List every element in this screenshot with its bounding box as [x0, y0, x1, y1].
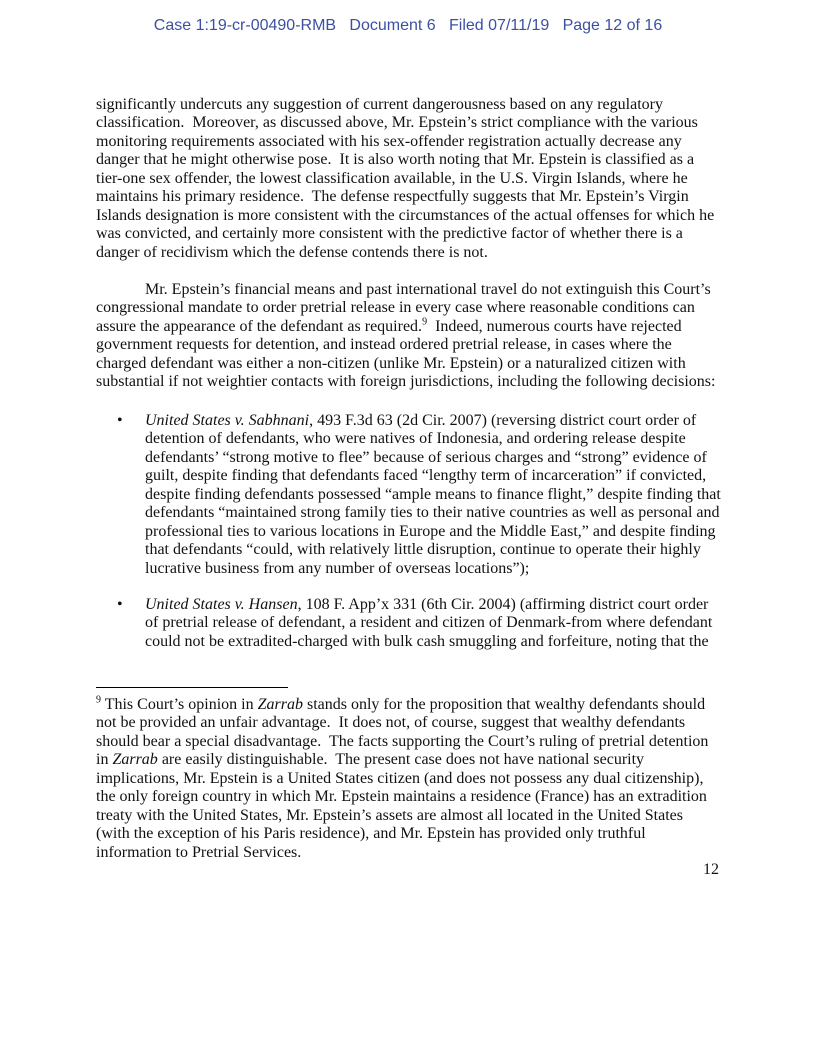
text-line: [145, 504, 745, 522]
text-segment: (with the exception of his Paris residence), and Mr. Epstein has provided only truthful: [96, 825, 646, 843]
text-segment: stands only for the proposition that wealthy defendants should: [302, 696, 706, 713]
text-segment: despite finding defendants possessed “ample means to finance flight,” despite finding that: [145, 485, 721, 503]
text-line: [96, 318, 736, 336]
text-line: danger of recidivism which the defense contends there is not.: [96, 243, 488, 261]
text-line: [145, 633, 745, 651]
text-line: [145, 560, 745, 578]
text-line: [96, 336, 736, 354]
text-segment: assure the appearance of the defendant as required.: [96, 317, 423, 335]
text-line: [145, 430, 745, 448]
text-line: was convicted, and certainly more consistent with the predictive factor of whether there is a: [96, 225, 683, 243]
text-line: tier-one sex offender, the lowest classification available, in the U.S. Virgin Islands, where he: [96, 169, 688, 187]
text-segment: lucrative business from any number of overseas locations”);: [145, 559, 530, 577]
case-header: Case 1:19-cr-00490-RMB Document 6 Filed 07/11/19 Page 12 of 16: [153, 17, 663, 34]
footnote-marker: 9: [96, 694, 101, 706]
text-line: [145, 486, 745, 504]
text-segment: substantial if not weightier contacts with foreign jurisdictions, including the following decisions:: [96, 373, 716, 391]
text-segment: defendants’ “strong motive to flee” because of serious charges and “strong” evidence of: [145, 448, 707, 466]
footnote-9: [96, 696, 736, 862]
text-segment: detention of defendants, who were natives of Indonesia, and ordering release despite: [145, 430, 686, 448]
text-segment: government requests for detention, and instead ordered pretrial release, in cases where the: [96, 336, 672, 354]
text-line: danger that he might otherwise pose. It is also worth noting that Mr. Epstein is classified as a: [96, 151, 695, 169]
bullet-1-symbol: •: [117, 412, 123, 429]
text-line: Islands designation is more consistent with the circumstances of the actual offenses for which he: [96, 206, 715, 224]
case-name: United States v. Sabhnani: [145, 412, 310, 429]
text-segment: could not be extradited-charged with bulk cash smuggling and forfeiture, noting that the: [145, 632, 709, 650]
text-segment: professional ties to various locations in Europe and the Middle East,” and despite finding: [145, 522, 716, 540]
case-name: Zarrab: [112, 751, 158, 769]
paragraph-1: [96, 96, 736, 262]
text-segment: defendants “maintained strong family ties to their native countries as well as personal and: [145, 504, 720, 522]
text-line: [145, 541, 745, 559]
text-segment: implications, Mr. Epstein is a United States citizen (and does not possess any dual citizenship),: [96, 769, 704, 787]
text-line: [96, 696, 736, 714]
text-line: [96, 714, 736, 732]
case-name: United States v. Hansen: [145, 596, 298, 613]
text-segment: information to Pretrial Services.: [96, 843, 302, 861]
text-line: [145, 614, 745, 632]
text-segment: Indeed, numerous courts have rejected: [427, 317, 682, 335]
bullet-2-text: [145, 596, 745, 651]
text-segment: Mr. Epstein’s financial means and past international travel do not extinguish this Court’s: [145, 281, 711, 298]
text-line: [145, 523, 745, 541]
case-name: Zarrab: [257, 696, 303, 713]
text-segment: in: [96, 751, 113, 769]
text-line: [96, 770, 736, 788]
text-line: [145, 467, 745, 485]
text-segment: treaty with the United States, Mr. Epstein’s assets are almost all located in the United States: [96, 806, 683, 824]
text-segment: This Court’s opinion in: [101, 696, 258, 713]
text-segment: of pretrial release of defendant, a resident and citizen of Denmark-from where defendant: [145, 614, 713, 632]
text-line: [96, 281, 736, 299]
text-line: [96, 299, 736, 317]
text-line: [96, 355, 736, 373]
text-line: [145, 596, 745, 614]
text-line: classification. Moreover, as discussed above, Mr. Epstein’s strict compliance with the various: [96, 114, 698, 132]
text-segment: are easily distinguishable. The present case does not have national security: [157, 751, 645, 769]
footnote-divider: [96, 687, 288, 688]
text-line: [145, 412, 745, 430]
text-segment: the only foreign country in which Mr. Epstein maintains a residence (France) has an extradition: [96, 788, 707, 806]
text-line: [145, 449, 745, 467]
text-segment: should bear a special disadvantage. The facts supporting the Court’s ruling of pretrial detention: [96, 732, 709, 750]
paragraph-2: [96, 281, 736, 392]
text-line: maintains his primary residence. The defense respectfully suggests that Mr. Epstein’s Virgin: [96, 188, 689, 206]
text-line: [96, 788, 736, 806]
text-line: [96, 825, 736, 843]
text-line: significantly undercuts any suggestion of current dangerousness based on any regulatory: [96, 96, 663, 113]
text-segment: congressional mandate to order pretrial release in every case where reasonable conditions can: [96, 299, 695, 317]
footnote-marker: 9: [422, 316, 428, 328]
text-segment: that defendants “could, with relatively little disruption, continue to operate their highly: [145, 541, 701, 559]
text-line: [96, 807, 736, 825]
text-line: [96, 751, 736, 769]
bullet-1-text: [145, 412, 745, 578]
text-line: [96, 373, 736, 391]
bullet-2-symbol: •: [117, 596, 123, 613]
text-segment: , 493 F.3d 63 (2d Cir. 2007) (reversing district court order of: [309, 412, 697, 429]
text-segment: , 108 F. App’x 331 (6th Cir. 2004) (affirming district court order: [297, 596, 709, 613]
text-segment: guilt, despite finding that defendants faced “lengthy term of incarceration” if convicted,: [145, 467, 707, 485]
text-line: monitoring requirements associated with his sex-offender registration actually decrease any: [96, 132, 682, 150]
text-segment: charged defendant was either a non-citizen (unlike Mr. Epstein) or a naturalized citizen with: [96, 354, 686, 372]
text-line: [96, 733, 736, 751]
text-line: [96, 844, 736, 862]
page-number: 12: [703, 861, 719, 878]
text-segment: not be provided an unfair advantage. It does not, of course, suggest that wealthy defendants: [96, 714, 686, 732]
